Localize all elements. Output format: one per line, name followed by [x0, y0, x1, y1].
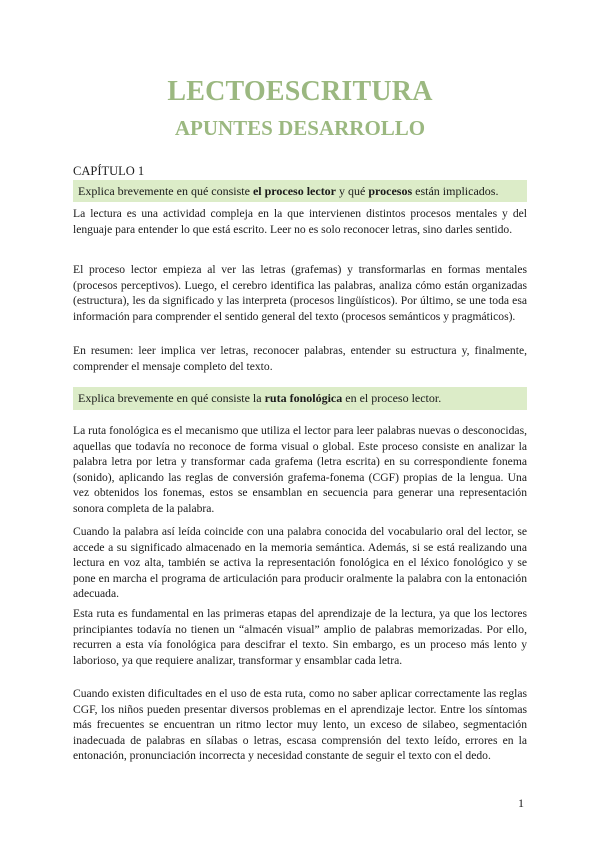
document-subtitle: APUNTES DESARROLLO — [174, 116, 426, 140]
paragraph: El proceso lector empieza al ver las letras (grafemas) y transformarlas en formas mentales (procesos perceptivos). Luego, el cerebro identifica las palabras, analiza cómo están organizadas (estructura), les da significado y las interpreta (procesos lingüísticos). Por último, se une toda esa información para comprender el sentido general del texto (procesos semánticos y pragmáticos). — [73, 263, 527, 323]
chapter-heading: CAPÍTULO 1 — [73, 164, 145, 178]
question-1-text: Explica brevemente en qué consiste el proceso lector y qué procesos están implicados. — [78, 183, 499, 198]
paragraph: Cuando la palabra así leída coincide con una palabra conocida del vocabulario oral del lector, se accede a su significado almacenado en la memoria semántica. Además, si se está realizando una lectura en voz alta, también se activa la representación fonológica en el léxico fonológico y se pone en marcha el programa de articulación para producir oralmente la palabra con la entonación adecuada. — [73, 525, 527, 601]
question-2-text: Explica brevemente en qué consiste la ruta fonológica en el proceso lector. — [78, 391, 442, 405]
page-number: 1 — [518, 796, 524, 810]
document-title: LECTOESCRITURA — [167, 76, 433, 107]
paragraph: Cuando existen dificultades en el uso de esta ruta, como no saber aplicar correctamente las reglas CGF, los niños pueden presentar diversos problemas en el aprendizaje lector. Entre los síntomas más frecuentes se encuentran un ritmo lector muy lento, un exceso de silabeo, segmentación inadecuada de palabras en sílabas o letras, escasa comprensión del texto leído, errores en la entonación, pronunciación incorrecta y necesidad constante de seguir el texto con el dedo. — [73, 687, 527, 763]
question-callout-1 — [73, 180, 527, 202]
paragraph: Esta ruta es fundamental en las primeras etapas del aprendizaje de la lectura, ya que los lectores principiantes todavía no tienen un “almacén visual” amplio de palabras memorizadas. Por ello, recurren a esta vía fonológica para descifrar el texto. Sin embargo, es un proceso más lento y laborioso, ya que requiere analizar, transformar y ensamblar cada letra. — [73, 607, 527, 667]
question-callout-2 — [73, 387, 527, 410]
paragraph: La ruta fonológica es el mecanismo que utiliza el lector para leer palabras nuevas o desconocidas, aquellas que todavía no reconoce de forma visual o global. Este proceso consiste en analizar la palabra letra por letra y transformar cada grafema (letra escrita) en su correspondiente fonema (sonido), aplicando las reglas de conversión grafema-fonema (CGF) propias de la lengua. Una vez obtenidos los fonemas, estos se ensamblan en secuencia para generar una representación sonora completa de la palabra. — [73, 424, 527, 515]
paragraph: La lectura es una actividad compleja en la que intervienen distintos procesos mentales y del lenguaje para entender lo que está escrito. Leer no es solo reconocer letras, sino darles sentido. — [73, 207, 527, 236]
paragraph: En resumen: leer implica ver letras, reconocer palabras, entender su estructura y, finalmente, comprender el mensaje completo del texto. — [73, 344, 527, 373]
